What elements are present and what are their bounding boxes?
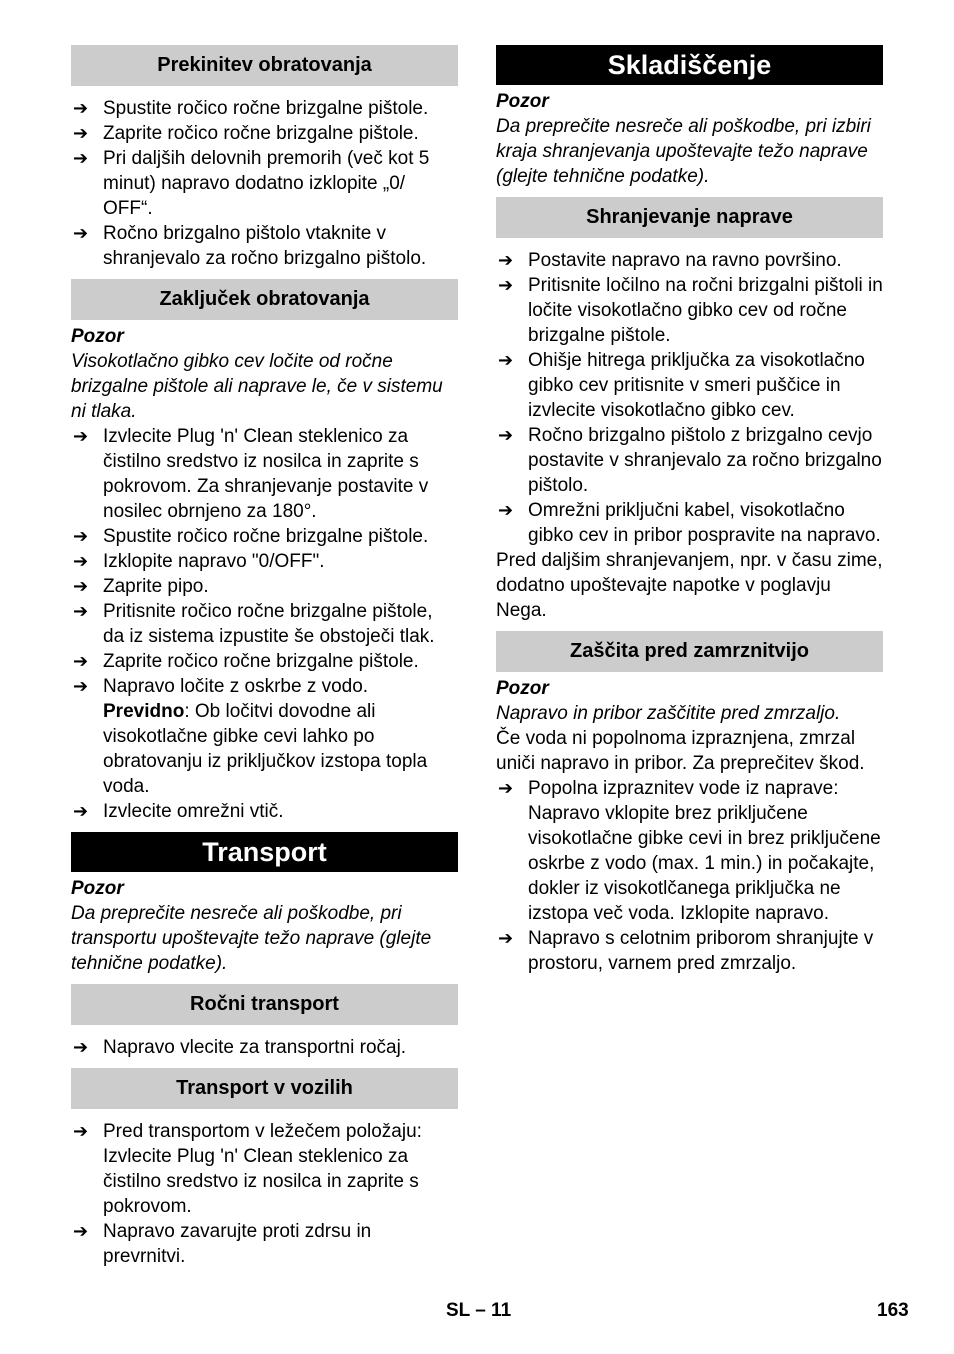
arrow-right-icon: ➔ — [498, 425, 514, 445]
right-column — [496, 45, 883, 976]
list-rocni-transport — [71, 1035, 458, 1060]
list-item: ➔ Pritisnite ločilno na ročni brizgalni pištoli in ločite visokotlačno gibko cev od ročne brizgalne pištole. — [498, 275, 883, 346]
heading-shranjevanje: Shranjevanje naprave — [496, 197, 883, 238]
arrow-right-icon: ➔ — [73, 676, 89, 696]
caution-text: Da preprečite nesreče ali poškodbe, pri transportu upoštevajte težo naprave (glejte tehnične podatke). — [71, 903, 432, 974]
caution-text: Da preprečite nesreče ali poškodbe, pri izbiri kraja shranjevanja upoštevajte težo naprave (glejte tehnične podatke). — [496, 116, 871, 187]
page-number: 163 — [877, 1300, 909, 1321]
list-item: ➔ Spustite ročico ročne brizgalne pištole. — [73, 98, 429, 119]
arrow-right-icon: ➔ — [73, 651, 89, 671]
footer-section: SL – 11 — [446, 1300, 512, 1321]
list-item: ➔ Omrežni priključni kabel, visokotlačno gibko cev in pribor pospravite na napravo. — [498, 500, 881, 546]
previdno-label: Previdno — [103, 701, 185, 722]
arrow-right-icon: ➔ — [73, 223, 89, 243]
arrow-right-icon: ➔ — [498, 275, 514, 295]
caution-label: Pozor — [71, 878, 124, 899]
heading-prekinitev: Prekinitev obratovanja — [71, 45, 458, 86]
list-item: ➔ Zaprite ročico ročne brizgalne pištole. — [73, 651, 419, 672]
arrow-right-icon: ➔ — [73, 98, 89, 118]
list-item: ➔ Ohišje hitrega priključka za visokotlačno gibko cev pritisnite v smeri puščice in izvlecite visokotlačno gibko cev. — [498, 350, 865, 421]
arrow-right-icon: ➔ — [73, 576, 89, 596]
list-transport-vozilih — [71, 1119, 458, 1269]
left-column — [71, 45, 458, 1269]
list-shranjevanje — [496, 248, 883, 548]
heading-zakljucek: Zaključek obratovanja — [71, 279, 458, 320]
storage-note: Pred daljšim shranjevanjem, npr. v času zime, dodatno upoštevajte napotke v poglavju Nega. — [496, 550, 883, 621]
arrow-right-icon: ➔ — [73, 551, 89, 571]
heading-zascita: Zaščita pred zamrznitvijo — [496, 631, 883, 672]
caution-label: Pozor — [496, 91, 549, 112]
heading-transport: Transport — [71, 832, 458, 872]
heading-skladiscenje: Skladiščenje — [496, 45, 883, 85]
list-item: ➔ Popolna izpraznitev vode iz naprave: Napravo vklopite brez priključene visokotlačne gibke cevi in brez priključene oskrbe z vodo (max. 1 min.) in počakajte, dokler iz visokotlčanega priključka ne izstopa več voda. Izklopite napravo. — [498, 778, 881, 924]
list-item: ➔ Napravo s celotnim priborom shranjujte v prostoru, varnem pred zmrzaljo. — [498, 928, 874, 974]
arrow-right-icon: ➔ — [73, 1037, 89, 1057]
caution-label: Pozor — [496, 678, 549, 699]
arrow-right-icon: ➔ — [73, 801, 89, 821]
arrow-right-icon: ➔ — [73, 526, 89, 546]
list-item: ➔ Zaprite pipo. — [73, 576, 209, 597]
caution-label: Pozor — [71, 326, 124, 347]
list-item: ➔ Ročno brizgalno pištolo z brizgalno cevjo postavite v shranjevalo za ročno brizgalno pištolo. — [498, 425, 882, 496]
arrow-right-icon: ➔ — [498, 778, 514, 798]
arrow-right-icon: ➔ — [73, 601, 89, 621]
list-item: ➔ Izklopite napravo "0/OFF". — [73, 551, 325, 572]
arrow-right-icon: ➔ — [498, 928, 514, 948]
list-item: ➔ Spustite ročico ročne brizgalne pištole. — [73, 526, 429, 547]
list-item: ➔ Izvlecite Plug 'n' Clean steklenico za čistilno sredstvo iz nosilca in zaprite s pokrovom. Za shranjevanje postavite v nosilec obrnjeno za 180°. — [73, 426, 429, 522]
caution-text: Visokotlačno gibko cev ločite od ročne brizgalne pištole ali naprave le, če v sistemu ni tlaka. — [71, 351, 443, 422]
list-item: ➔ Pred transportom v ležečem položaju: Izvlecite Plug 'n' Clean steklenico za čistilno sredstvo iz nosilca in zaprite s pokrovom. — [73, 1121, 422, 1217]
arrow-right-icon: ➔ — [73, 1121, 89, 1141]
arrow-right-icon: ➔ — [73, 1221, 89, 1241]
list-item: ➔ Zaprite ročico ročne brizgalne pištole. — [73, 123, 419, 144]
list-item: ➔ Napravo vlecite za transportni ročaj. — [73, 1037, 407, 1058]
list-item: ➔ Postavite napravo na ravno površino. — [498, 250, 842, 271]
heading-transport-vozilih: Transport v vozilih — [71, 1068, 458, 1109]
arrow-right-icon: ➔ — [498, 350, 514, 370]
list-item: ➔ Ročno brizgalno pištolo vtaknite v shranjevalo za ročno brizgalno pištolo. — [73, 223, 427, 269]
arrow-right-icon: ➔ — [73, 123, 89, 143]
frost-note: Če voda ni popolnoma izpraznjena, zmrzal uniči napravo in pribor. Za preprečitev škod. — [496, 728, 865, 774]
list-item: ➔ Pri daljših delovnih premorih (več kot 5 minut) napravo dodatno izklopite „0/ OFF“. — [73, 148, 430, 219]
arrow-right-icon: ➔ — [73, 148, 89, 168]
list-prekinitev — [71, 96, 458, 271]
list-zascita — [496, 776, 883, 976]
list-item: ➔ Pritisnite ročico ročne brizgalne pištole, da iz sistema izpustite še obstoječi tlak. — [73, 601, 435, 647]
caution-text: Napravo in pribor zaščitite pred zmrzaljo. — [496, 703, 841, 724]
arrow-right-icon: ➔ — [498, 500, 514, 520]
list-item: ➔ Napravo ločite z oskrbe z vodo. Previdno: Ob ločitvi dovodne ali visokotlačne gibke cevi lahko po obratovanju iz priključkov izstopa topla voda. — [73, 676, 428, 797]
arrow-right-icon: ➔ — [73, 426, 89, 446]
list-zakljucek — [71, 424, 458, 824]
heading-rocni-transport: Ročni transport — [71, 984, 458, 1025]
list-item: ➔ Napravo zavarujte proti zdrsu in prevrnitvi. — [73, 1221, 372, 1267]
list-item: ➔ Izvlecite omrežni vtič. — [73, 801, 284, 822]
arrow-right-icon: ➔ — [498, 250, 514, 270]
